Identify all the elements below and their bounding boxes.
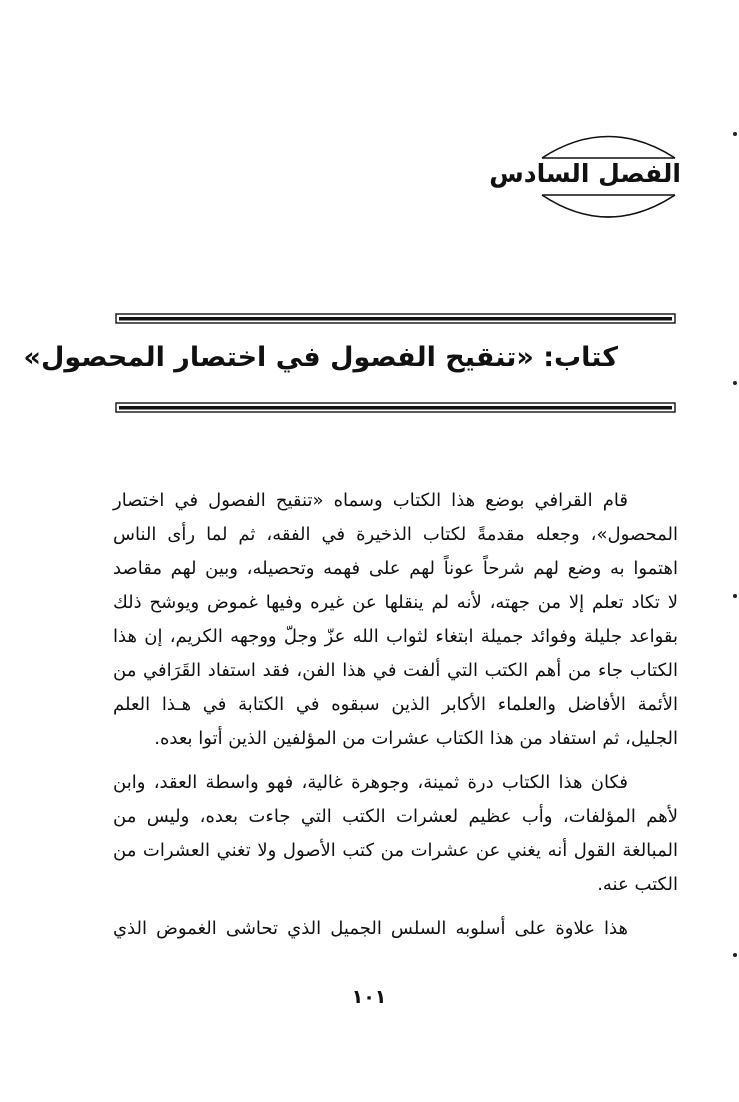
body-text [113,484,678,946]
text-line: المبالغة القول أنه يغني عن عشرات من كتب الأصول ولا تغني العشرات من [113,840,678,861]
book-title: كتاب: «تنقيح الفصول في اختصار المحصول» [23,342,618,373]
text-line: فكان هذا الكتاب درة ثمينة، وجوهرة غالية، فهو واسطة العقد، وابن [113,772,628,793]
text-line: اهتموا به وضع لهم شرحاً عوناً لهم على فهمه وتحصيله، وبين لهم مقاصد [113,558,678,579]
text-line: لأهم المؤلفات، وأب عظيم لعشرات الكتب التي جاءت بعده، وليس من [113,806,678,827]
margin-dot-icon [733,132,737,136]
text-line: لا تكاد تعلم إلا من جهته، لأنه لم ينقلها عن غيره وفيها غموض ويوشح ذلك [113,592,678,613]
paragraph-3 [113,912,678,946]
chapter-badge [489,127,681,223]
margin-dot-icon [733,381,737,385]
margin-dot-icon [733,953,737,957]
page-number: ١٠١ [351,986,387,1008]
text-line: المحصول»، وجعله مقدمةً لكتاب الذخيرة في الفقه، ثم لما رأى الناس [113,524,678,545]
text-line: الكتاب جاء من أهم الكتب التي ألفت في هذا الفن، فقد استفاد القَرَافي من [113,660,678,681]
text-line: بقواعد جليلة وفوائد جميلة ابتغاء لثواب الله عزّ وجلّ ووجهه الكريم، إن هذا [113,626,678,647]
text-line: هذا علاوة على أسلوبه السلس الجميل الذي تحاشى الغموض الذي [113,918,628,939]
title-frame-bottom-border [115,402,676,413]
text-line: الجليل، ثم استفاد من هذا الكتاب عشرات من المؤلفين الذين أتوا بعده. [154,728,678,749]
text-line: الكتب عنه. [597,874,678,895]
text-line: الأئمة الأفاضل والعلماء الأكابر الذين سبقوه في الكتابة في هـذا العلم [113,694,678,715]
title-frame-top-border [115,313,676,324]
chapter-title: الفصل السادس [489,159,681,188]
paragraph-spacer [113,756,678,766]
paragraph-spacer [113,902,678,912]
text-line: قام القرافي بوضع هذا الكتاب وسماه «تنقيح الفصول في اختصار [113,490,628,511]
paragraph-2 [113,766,678,902]
paragraph-1 [113,484,678,756]
margin-dot-icon [733,594,737,598]
